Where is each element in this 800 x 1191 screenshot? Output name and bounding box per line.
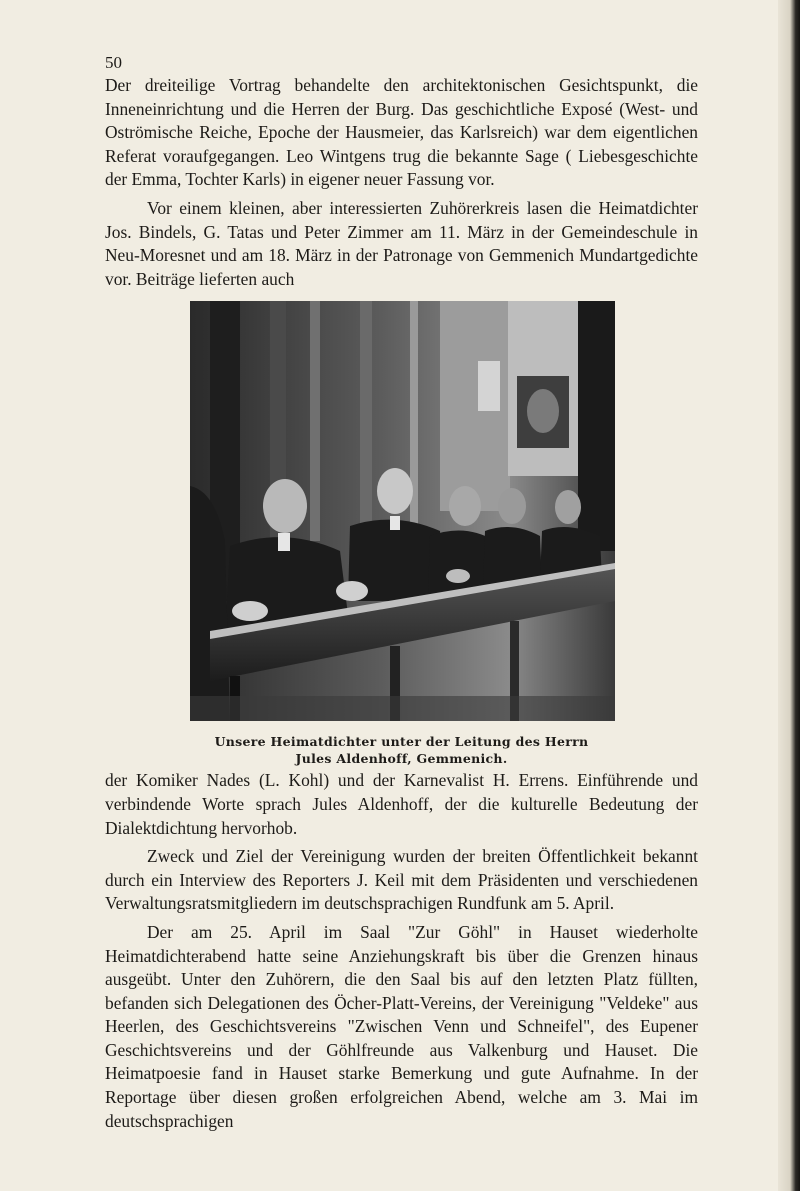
paragraph-5: Der am 25. April im Saal "Zur Göhl" in Hauset wiederholte Heimatdichterabend hatte seine Anziehungskraft bis über die Grenzen hinaus ausgeübt. Unter den Zuhörern, die den Saal bis auf den letzten Platz füllten, befanden sich Delegationen des Öcher-Platt-Vereins, der Vereinigung "Veldeke" aus Heerlen, des Geschichtsvereins "Zwischen Venn und Schneifel", des Eupener Geschichtsvereins und der Göhlfreunde aus Valkenburg und Hauset. Die Heimatpoesie fand in Hauset starke Bemerkung und gute Aufnahme. In der Reportage über diesen großen erfolgreichen Abend, welche am 3. Mai im deutschsprachigen [105,921,698,1131]
paragraph-4: Zweck und Ziel der Vereinigung wurden der breiten Öffentlichkeit bekannt durch ein Interview des Reporters J. Keil mit dem Präsidenten und verschiedenen Verwaltungsratsmitgliedern im deutschsprachigen Rundfunk am 5. April. [105,846,698,914]
paragraph-1: Der dreiteilige Vortrag behandelte den architektonischen Gesichtspunkt, die Inneneinrichtung und die Herren der Burg. Das geschichtliche Exposé (West- und Oströmische Reiche, Epoche der Hausmeier, das Karlsreich) war dem eigentlichen Referat voraufgegangen. Leo Wintgens trug die bekannte Sage ( Liebesgeschichte der Emma, Tochter Karls) in eigener neuer Fassung vor. [105,75,698,190]
group-photo-image [190,301,615,721]
page-content [105,52,698,1133]
paragraph-2: Vor einem kleinen, aber interessierten Zuhörerkreis lasen die Heimatdichter Jos. Bindels, G. Tatas und Peter Zimmer am 11. März in der Gemeindeschule in Neu-Moresnet und am 18. März in der Patronage von Gemmenich Mundartgedichte vor. Beiträge lieferten auch [105,197,698,289]
paragraph-3: der Komiker Nades (L. Kohl) und der Karnevalist H. Errens. Einführende und verbindende Worte sprach Jules Aldenhoff, der die kulturelle Bedeutung der Dialektdichtung hervorhob. [105,770,698,838]
group-photo [190,301,615,721]
photo-caption [105,733,698,767]
photo-caption-line-2: Jules Aldenhoff, Gemmenich. [295,751,508,767]
page-number: 50 [105,53,122,72]
page-binding-edge [778,0,800,1191]
photo-caption-line-1: Unsere Heimatdichter unter der Leitung des Herrn [214,734,589,750]
